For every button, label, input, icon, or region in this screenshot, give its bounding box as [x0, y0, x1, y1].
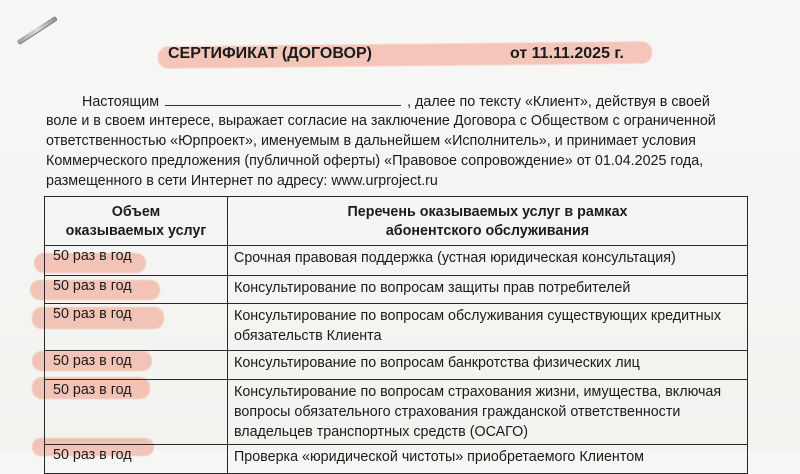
service-cell: Срочная правовая поддержка (устная юридическая консультация): [228, 246, 748, 276]
service-cell: Консультирование по вопросам банкротства физических лиц: [228, 351, 748, 380]
intro-line1-end: , далее по тексту «Клиент», действуя в своей: [407, 94, 710, 110]
intro-line: [46, 91, 761, 111]
intro-line: Коммерческого предложения (публичной оферты) «Правовое сопровождение» от 01.04.2025 года,: [46, 153, 704, 169]
volume-header: [45, 197, 228, 246]
volume-cell: 50 раз в год: [45, 445, 228, 474]
table-row: [45, 380, 748, 445]
service-cell: [228, 304, 748, 351]
table-row: [45, 246, 748, 276]
header-text: абонентского обслуживания: [385, 223, 590, 239]
service-line: владельцев транспортных средств (ОСАГО): [234, 424, 528, 440]
service-cell: Консультирование по вопросам защиты прав потребителей: [228, 276, 748, 304]
intro-paragraph: [46, 91, 761, 191]
volume-cell: 50 раз в год: [45, 246, 228, 276]
services-table: [44, 196, 748, 474]
table-row: [45, 304, 748, 351]
service-cell: [228, 380, 748, 445]
header-text: Объем: [111, 204, 161, 220]
document-title: СЕРТИФИКАТ (ДОГОВОР): [168, 45, 372, 62]
volume-cell: 50 раз в год: [45, 276, 228, 304]
intro-line: размещенного в сети Интернет по адресу: www.urproject.ru: [46, 173, 438, 189]
table-row: [45, 276, 748, 304]
client-name-blank: [165, 91, 401, 106]
header-text: оказываемых услуг: [65, 223, 207, 239]
volume-cell: 50 раз в год: [45, 351, 228, 380]
table-row: [45, 351, 748, 380]
paperclip-icon: [17, 16, 58, 44]
service-line: Консультирование по вопросам обслуживания существующих кредитных: [234, 308, 721, 324]
service-line: обязательств Клиента: [234, 328, 382, 344]
service-cell: Проверка «юридической чистоты» приобретаемого Клиентом: [228, 445, 748, 474]
document-header: [160, 40, 650, 70]
intro-start: Настоящим: [82, 94, 160, 110]
intro-line: воле и в своем интересе, выражает согласие на заключение Договора с Обществом с ограниченной: [46, 113, 716, 129]
table-header-row: [45, 197, 748, 246]
table-row: [45, 445, 748, 474]
services-header: [228, 197, 748, 246]
volume-cell: 50 раз в год: [45, 304, 228, 351]
volume-cell: 50 раз в год: [45, 380, 228, 445]
service-line: Консультирование по вопросам страхования жизни, имущества, включая: [234, 384, 722, 400]
header-text: Перечень оказываемых услуг в рамках: [347, 204, 628, 220]
intro-line: ответственностью «Юрпроект», именуемым в дальнейшем «Исполнитель», и принимает условия: [46, 133, 696, 149]
service-line: вопросы обязательного страхования гражданской ответственности: [234, 404, 681, 420]
document-date: от 11.11.2025 г.: [510, 45, 624, 62]
